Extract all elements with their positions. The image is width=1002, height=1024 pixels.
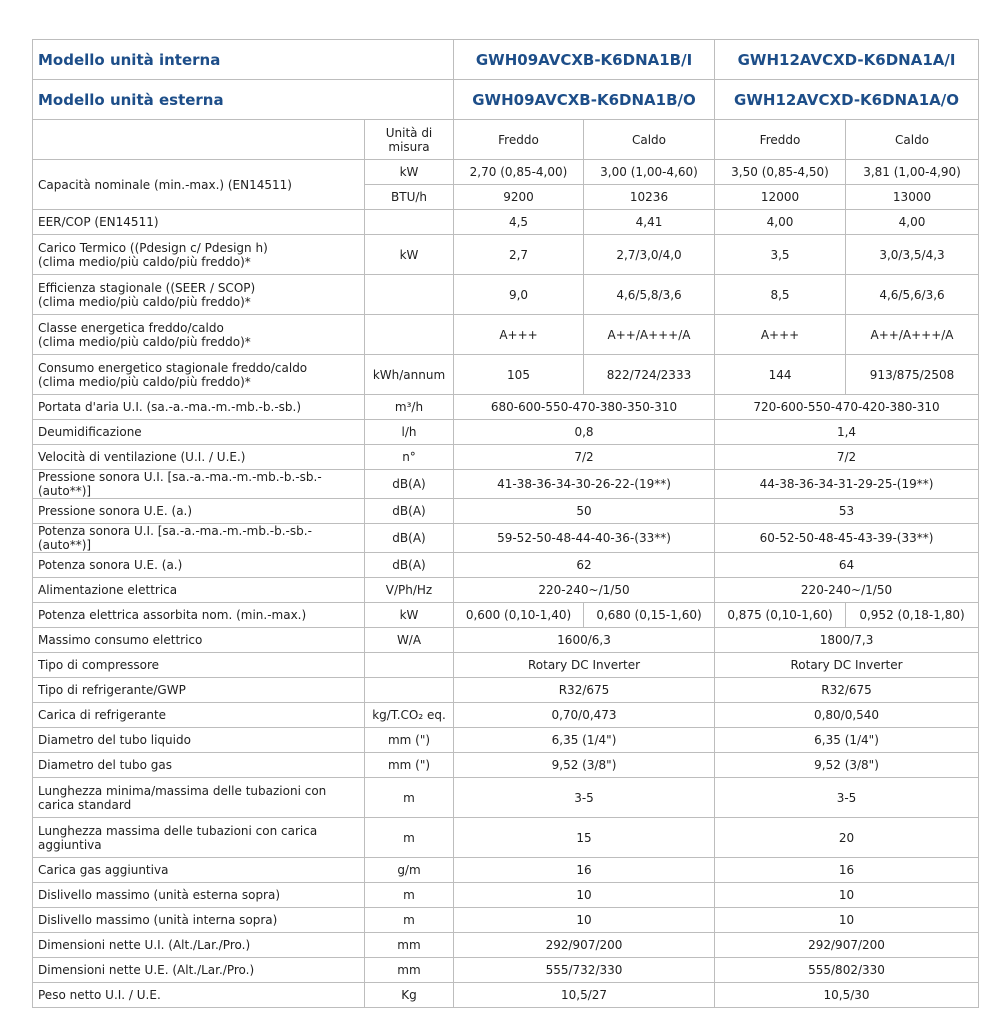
table-row	[33, 778, 979, 818]
cell: 555/732/330	[454, 958, 715, 983]
table-row	[33, 420, 979, 445]
cell: 4,00	[715, 210, 846, 235]
cell: 0,8	[454, 420, 715, 445]
row-label: Pressione sonora U.I. [sa.-a.-ma.-m.-mb.-b.-sb.-(auto**)]	[33, 470, 365, 499]
row-label: Tipo di refrigerante/GWP	[33, 678, 365, 703]
table-row	[33, 958, 979, 983]
table-row	[33, 275, 979, 315]
row-unit: W/A	[365, 628, 454, 653]
cell: 680-600-550-470-380-350-310	[454, 395, 715, 420]
row-label: Diametro del tubo liquido	[33, 728, 365, 753]
row-label: Capacità nominale (min.-max.) (EN14511)	[33, 160, 365, 210]
row-unit: dB(A)	[365, 470, 454, 499]
row-unit	[365, 653, 454, 678]
row-unit: n°	[365, 445, 454, 470]
row-label: EER/COP (EN14511)	[33, 210, 365, 235]
row-label: Carica gas aggiuntiva	[33, 858, 365, 883]
row-label: Dislivello massimo (unità esterna sopra)	[33, 883, 365, 908]
cell: 0,680 (0,15-1,60)	[584, 603, 715, 628]
cell: 3,5	[715, 235, 846, 275]
row-unit: mm	[365, 933, 454, 958]
row-unit: mm (")	[365, 728, 454, 753]
row-label: Dimensioni nette U.E. (Alt./Lar./Pro.)	[33, 958, 365, 983]
row-unit: kg/T.CO₂ eq.	[365, 703, 454, 728]
table-row	[33, 703, 979, 728]
row-label: Consumo energetico stagionale freddo/caldo (clima medio/più caldo/più freddo)*	[33, 355, 365, 395]
cell: R32/675	[715, 678, 979, 703]
header-cold-2: Freddo	[715, 120, 846, 160]
cell: 4,41	[584, 210, 715, 235]
row-label: Potenza elettrica assorbita nom. (min.-max.)	[33, 603, 365, 628]
row-label: Lunghezza minima/massima delle tubazioni con carica standard	[33, 778, 365, 818]
row-label: Peso netto U.I. / U.E.	[33, 983, 365, 1008]
cell: 3,50 (0,85-4,50)	[715, 160, 846, 185]
table-row	[33, 315, 979, 355]
cell: 4,5	[454, 210, 584, 235]
cell: 9,0	[454, 275, 584, 315]
cell: 3-5	[454, 778, 715, 818]
cell: 12000	[715, 185, 846, 210]
table-row	[33, 858, 979, 883]
table-row	[33, 983, 979, 1008]
table-row	[33, 524, 979, 553]
row-unit	[365, 315, 454, 355]
table-row	[33, 753, 979, 778]
cell: R32/675	[454, 678, 715, 703]
table-row	[33, 445, 979, 470]
table-row	[33, 210, 979, 235]
cell: 7/2	[715, 445, 979, 470]
cell: 4,00	[846, 210, 979, 235]
cell: 41-38-36-34-30-26-22-(19**)	[454, 470, 715, 499]
table-row	[33, 933, 979, 958]
cell: 292/907/200	[715, 933, 979, 958]
cell: 8,5	[715, 275, 846, 315]
cell: 0,600 (0,10-1,40)	[454, 603, 584, 628]
table-row	[33, 883, 979, 908]
cell: 1600/6,3	[454, 628, 715, 653]
table-row	[33, 355, 979, 395]
row-unit: m	[365, 883, 454, 908]
row-unit: l/h	[365, 420, 454, 445]
row-label: Velocità di ventilazione (U.I. / U.E.)	[33, 445, 365, 470]
row-unit: kW	[365, 160, 454, 185]
cell: A++/A+++/A	[584, 315, 715, 355]
cell: 59-52-50-48-44-40-36-(33**)	[454, 524, 715, 553]
cell: 10	[715, 908, 979, 933]
cell: Rotary DC Inverter	[454, 653, 715, 678]
cell: 555/802/330	[715, 958, 979, 983]
row-unit: m	[365, 818, 454, 858]
table-row	[33, 908, 979, 933]
row-unit: dB(A)	[365, 499, 454, 524]
table-row	[33, 235, 979, 275]
table-row	[33, 470, 979, 499]
unit-header: Unità di misura	[365, 120, 454, 160]
table-row	[33, 499, 979, 524]
cell: 13000	[846, 185, 979, 210]
row-label: Lunghezza massima delle tubazioni con carica aggiuntiva	[33, 818, 365, 858]
cell: 7/2	[454, 445, 715, 470]
table-row	[33, 678, 979, 703]
row-label: Dislivello massimo (unità interna sopra)	[33, 908, 365, 933]
row-unit: mm (")	[365, 753, 454, 778]
row-unit: kW	[365, 235, 454, 275]
row-unit: g/m	[365, 858, 454, 883]
row-unit: V/Ph/Hz	[365, 578, 454, 603]
cell: 913/875/2508	[846, 355, 979, 395]
row-unit: m³/h	[365, 395, 454, 420]
outdoor-model-1: GWH09AVCXB-K6DNA1B/O	[454, 80, 715, 120]
row-unit	[365, 678, 454, 703]
cell: 20	[715, 818, 979, 858]
row-label: Pressione sonora U.E. (a.)	[33, 499, 365, 524]
cell: 10	[454, 908, 715, 933]
cell: 144	[715, 355, 846, 395]
row-unit	[365, 275, 454, 315]
cell: 0,952 (0,18-1,80)	[846, 603, 979, 628]
cell: 292/907/200	[454, 933, 715, 958]
cell: A++/A+++/A	[846, 315, 979, 355]
cell: 3,81 (1,00-4,90)	[846, 160, 979, 185]
row-unit: dB(A)	[365, 524, 454, 553]
empty-cell	[33, 120, 365, 160]
cell: 10,5/30	[715, 983, 979, 1008]
outdoor-label: Modello unità esterna	[33, 80, 454, 120]
row-unit: kWh/annum	[365, 355, 454, 395]
table-row	[33, 728, 979, 753]
cell: 2,7	[454, 235, 584, 275]
row-unit: m	[365, 778, 454, 818]
row-label: Potenza sonora U.I. [sa.-a.-ma.-m.-mb.-b.-sb.-(auto**)]	[33, 524, 365, 553]
header-heat-2: Caldo	[846, 120, 979, 160]
cell: 62	[454, 553, 715, 578]
indoor-model-row	[33, 40, 979, 80]
cell: 3-5	[715, 778, 979, 818]
cell: 2,7/3,0/4,0	[584, 235, 715, 275]
row-unit	[365, 210, 454, 235]
table-row	[33, 628, 979, 653]
header-heat-1: Caldo	[584, 120, 715, 160]
indoor-model-2: GWH12AVCXD-K6DNA1A/I	[715, 40, 979, 80]
row-unit: dB(A)	[365, 553, 454, 578]
cell: 64	[715, 553, 979, 578]
table-row	[33, 818, 979, 858]
table-row	[33, 603, 979, 628]
cell: 4,6/5,6/3,6	[846, 275, 979, 315]
table-row	[33, 578, 979, 603]
outdoor-model-row	[33, 80, 979, 120]
cell: 50	[454, 499, 715, 524]
row-unit: BTU/h	[365, 185, 454, 210]
cell: 105	[454, 355, 584, 395]
cell: 16	[715, 858, 979, 883]
cell: 53	[715, 499, 979, 524]
cell: 10236	[584, 185, 715, 210]
row-label: Alimentazione elettrica	[33, 578, 365, 603]
cell: 822/724/2333	[584, 355, 715, 395]
cell: 44-38-36-34-31-29-25-(19**)	[715, 470, 979, 499]
row-unit: kW	[365, 603, 454, 628]
cell: 6,35 (1/4")	[715, 728, 979, 753]
cell: A+++	[715, 315, 846, 355]
cell: 2,70 (0,85-4,00)	[454, 160, 584, 185]
cell: 720-600-550-470-420-380-310	[715, 395, 979, 420]
table-row	[33, 395, 979, 420]
row-label: Deumidificazione	[33, 420, 365, 445]
cell: 220-240~/1/50	[715, 578, 979, 603]
row-label: Carico Termico ((Pdesign c/ Pdesign h) (clima medio/più caldo/più freddo)*	[33, 235, 365, 275]
cell: 4,6/5,8/3,6	[584, 275, 715, 315]
column-header-row	[33, 120, 979, 160]
table-row	[33, 553, 979, 578]
cell: 16	[454, 858, 715, 883]
cell: 10	[454, 883, 715, 908]
row-label: Efficienza stagionale ((SEER / SCOP) (clima medio/più caldo/più freddo)*	[33, 275, 365, 315]
table-row	[33, 160, 979, 185]
cell: A+++	[454, 315, 584, 355]
row-label: Potenza sonora U.E. (a.)	[33, 553, 365, 578]
cell: 0,70/0,473	[454, 703, 715, 728]
cell: 3,0/3,5/4,3	[846, 235, 979, 275]
cell: 0,80/0,540	[715, 703, 979, 728]
cell: 9200	[454, 185, 584, 210]
cell: 1800/7,3	[715, 628, 979, 653]
cell: 10,5/27	[454, 983, 715, 1008]
table-row	[33, 653, 979, 678]
row-unit: Kg	[365, 983, 454, 1008]
spec-table	[32, 39, 979, 1008]
outdoor-model-2: GWH12AVCXD-K6DNA1A/O	[715, 80, 979, 120]
cell: 1,4	[715, 420, 979, 445]
cell: Rotary DC Inverter	[715, 653, 979, 678]
cell: 10	[715, 883, 979, 908]
row-unit: mm	[365, 958, 454, 983]
row-label: Tipo di compressore	[33, 653, 365, 678]
indoor-model-1: GWH09AVCXB-K6DNA1B/I	[454, 40, 715, 80]
row-label: Carica di refrigerante	[33, 703, 365, 728]
cell: 6,35 (1/4")	[454, 728, 715, 753]
cell: 220-240~/1/50	[454, 578, 715, 603]
row-label: Classe energetica freddo/caldo (clima medio/più caldo/più freddo)*	[33, 315, 365, 355]
row-label: Massimo consumo elettrico	[33, 628, 365, 653]
row-label: Diametro del tubo gas	[33, 753, 365, 778]
cell: 0,875 (0,10-1,60)	[715, 603, 846, 628]
cell: 60-52-50-48-45-43-39-(33**)	[715, 524, 979, 553]
cell: 3,00 (1,00-4,60)	[584, 160, 715, 185]
row-label: Dimensioni nette U.I. (Alt./Lar./Pro.)	[33, 933, 365, 958]
header-cold-1: Freddo	[454, 120, 584, 160]
cell: 15	[454, 818, 715, 858]
row-unit: m	[365, 908, 454, 933]
cell: 9,52 (3/8")	[454, 753, 715, 778]
indoor-label: Modello unità interna	[33, 40, 454, 80]
cell: 9,52 (3/8")	[715, 753, 979, 778]
row-label: Portata d'aria U.I. (sa.-a.-ma.-m.-mb.-b.-sb.)	[33, 395, 365, 420]
